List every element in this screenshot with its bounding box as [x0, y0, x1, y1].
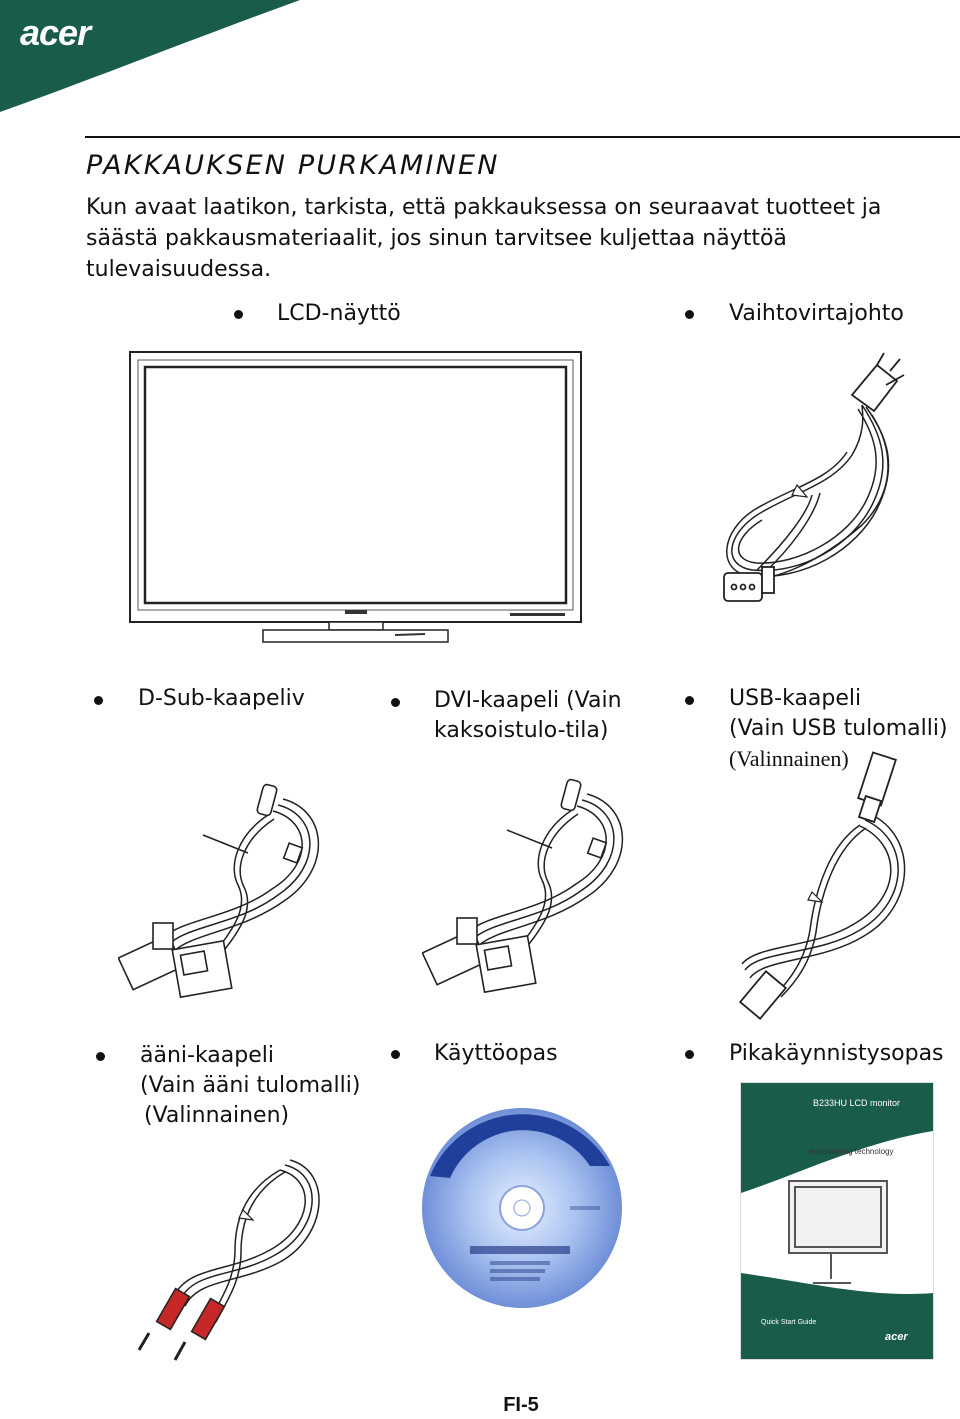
acer-logo: acer — [20, 12, 91, 53]
dvi-cable-illustration — [422, 770, 652, 1010]
section-title: PAKKAUKSEN PURKAMINEN — [86, 150, 500, 181]
manual-cd-illustration — [420, 1106, 625, 1311]
item-label-line: (Vain USB tulomalli) — [729, 716, 948, 741]
dsub-cable-illustration — [118, 775, 348, 1015]
usb-cable-illustration — [720, 750, 930, 1020]
item-label-line: kaksoistulo-tila) — [434, 718, 609, 743]
bullet-icon — [685, 310, 694, 319]
item-label-quickstart: Pikakäynnistysopas — [729, 1041, 944, 1066]
item-label-lcd: LCD-näyttö — [277, 301, 401, 326]
item-label-manual: Käyttöopas — [434, 1041, 558, 1066]
item-label-line: USB-kaapeli — [729, 686, 862, 711]
item-label-dsub: D-Sub-kaapeliv — [138, 686, 305, 711]
item-label-audio — [140, 1041, 360, 1131]
intro-text — [86, 192, 946, 285]
item-label-power-cord: Vaihtovirtajohto — [729, 301, 904, 326]
item-label-line: (Vain ääni tulomalli) — [140, 1073, 361, 1098]
lcd-monitor-illustration — [125, 348, 595, 648]
item-label-line: ääni-kaapeli — [140, 1043, 274, 1068]
audio-cable-illustration — [135, 1150, 335, 1370]
bullet-icon — [685, 1050, 694, 1059]
bullet-icon — [234, 310, 243, 319]
item-label-line: (Valinnainen) — [144, 1103, 290, 1128]
intro-line: tulevaisuudessa. — [86, 257, 272, 282]
item-label-line: (Valinnainen) — [729, 746, 849, 771]
bullet-icon — [391, 698, 400, 707]
bullet-icon — [94, 696, 103, 705]
bullet-icon — [96, 1052, 105, 1061]
cover-logo: acer — [885, 1331, 908, 1343]
page-number: FI-5 — [503, 1394, 539, 1416]
intro-line: säästä pakkausmateriaalit, jos sinun tarvitsee kuljettaa näyttöä — [86, 226, 787, 251]
item-label-dvi — [434, 686, 622, 746]
cover-graphic — [741, 1083, 933, 1359]
bullet-icon — [391, 1050, 400, 1059]
item-label-line: DVI-kaapeli (Vain — [434, 688, 622, 713]
monitor-logo-mark — [345, 610, 367, 614]
quickstart-cover — [740, 1082, 934, 1360]
intro-line: Kun avaat laatikon, tarkista, että pakkauksessa on seuraavat tuotteet ja — [86, 195, 882, 220]
cover-footer: Quick Start Guide — [761, 1319, 817, 1326]
plug-head — [852, 353, 904, 411]
title-rule — [85, 136, 960, 138]
iec-connector — [724, 567, 774, 601]
power-cord-illustration — [712, 345, 932, 615]
bullet-icon — [685, 696, 694, 705]
cover-title: B233HU LCD monitor — [813, 1098, 901, 1108]
cover-tagline: empowering technology — [809, 1147, 894, 1156]
